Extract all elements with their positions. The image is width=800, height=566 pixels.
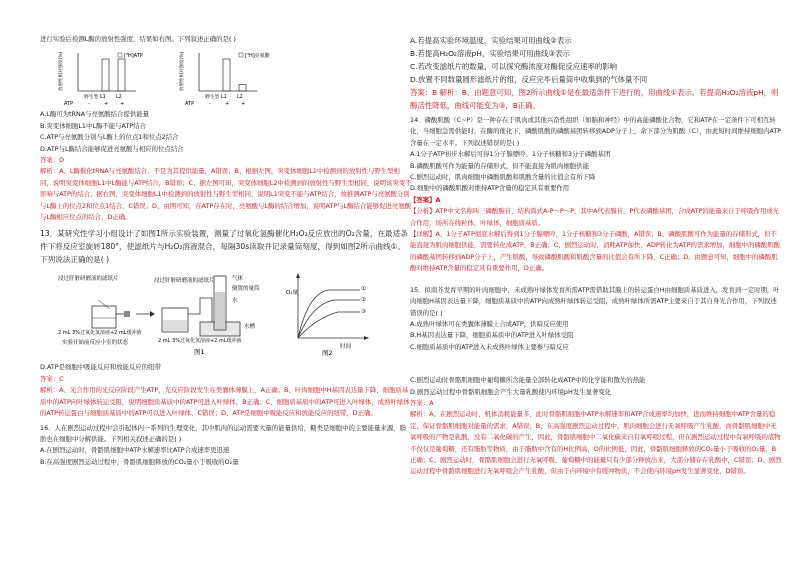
q16-option-b: B.在高强度剧烈运动过程中，骨骼肌细胞释放的CO₂量小于吸收的O₂量 [40,457,239,466]
x-tick-label: L2 [116,95,122,101]
x-tick-label: L2 [237,95,243,101]
q14-detail: 【详解】A、1分子ATP彻底水解后得到1分子腺嘌呤，1分子核糖和3分子磷酸，A错误；B、磷酸肌酸可作为能量的存储形式，但不能直接为肌肉细胞供能，需要转化成ATP，B正确；C、剧烈运动时，消耗ATP加快，ADP转化为ATP的需求增加，细胞中的磷酸肌酸的磷酸基团转移到ADP分子上，产生肌酸，导致磷酸肌酸和肌酸含量的比值会有所下降，C正确；D、由题意可知，细胞中的磷酸肌酸对维持ATP含量的稳定具有重要作用，D正确。 [410,230,781,273]
q13-option-c: C.若改变滤纸片的数量，可以探究酶浓度对酶促反应速率的影响 [410,62,618,71]
q14-analysis: 【分析】ATP中文名称叫三磷酸腺苷，结构简式A-P～P～P，其中A代表腺苷，P代表磷酸基团，合成ATP的能量来自于呼吸作用或光合作用，场所在线粒体，叶绿体，细胞质基质。 [410,207,780,227]
fig1-label-paper: 浸过肝脏研磨液的滤纸片 [58,276,119,283]
fig1-label-solution2: 2 mL 3%过氧化氢溶液+2 mL缓冲液 [158,338,242,345]
fig2-caption: 图2 [322,349,333,357]
legend-label: [³H]亮氨酸 [245,53,270,60]
atp-row-label: ATP [185,101,195,108]
q15-stem: 15．拟南芥发育早期的叶肉细胞中，未成熟叶绿体发育所需ATP需借助其膜上的转运蛋白H由细胞质基质进入，发育到一定时期，叶肉细胞H基因表达量下降，细胞质基质中的ATP向成熟叶绿体转运受阻，成熟叶绿体所需ATP主要来自于其自身光合作用，下列叙述错误的是( ) [410,285,780,317]
q13-figures [54,268,412,356]
leucine-bar-chart [177,47,282,107]
atp-sign: + [241,101,246,108]
x-tick-label: L1 [221,95,227,101]
q15-option-b: B.H基因表达量下降，细胞质基质中的ATP进入叶绿体受阻 [410,331,574,340]
q12-analysis: 解析：A、L酶催化tRNA与亮氨酸结合，不是为其提供能量，A错误；B、根据左图，突变体细胞L1中检测到的放射性与野生型相同，说明突变体细胞L1中L酶能与ATP结合，B错误；C、据左图可知，突变体细胞L2中检测到的放射性与野生型相同，说明该突变不影响与ATP的结合，据右图，突变体细胞L1中检测到的放射性与野生型相同，说明L1突变不能与ATP结合，故推测ATP与亮氨酸分别与L酶上的位点2和位点1结合，C错误；D、由图可知，在ATP存在时，亮氨酸与L酶的结合增加，说明ATP与L酶结合能够促进亮氨酸与L酶相应位点的结合，D正确。 [40,167,412,222]
x-tick-label: 野生型 [84,95,99,101]
atp-bar-chart [56,47,161,107]
fig1-label-state: 实验开始前反应小室的状态 [62,340,129,347]
o2-curve-figure [286,268,372,356]
fig1-label-gas: 气体 [232,276,244,283]
q14-answer: 【答案】A [410,195,441,204]
atp-sign: + [120,101,125,108]
bar-3 [118,59,125,91]
fig1-label-solution: 2 mL 3%过氧化氢溶液+2 mL缓冲液 [58,330,142,337]
q16-option-c: C.剧烈运动时骨骼肌细胞中葡萄糖所含能量全部转化成ATP中的化学能和散失的热能 [410,376,646,385]
q13-option-d-left: D.ATP是细胞中吸能反应和放能反应的纽带 [40,363,161,372]
fig1-caption: 图1 [194,348,205,357]
q13-option-d: D.放置不同数量圆形滤纸片的组，反应完毕后量筒中收集到的气体量不同 [410,75,648,84]
legend-swatch [118,53,122,57]
q16-analysis: 解析：A、在剧烈运动时，机体消耗能量多，此时骨骼肌细胞中ATP水解速率和ATP合成速率均加快，进而维持细胞中ATP含量的稳定，保证骨骼肌细胞对能量的需求，A错误；B、在高强度剧烈运动过程中，肌肉细胞会进行无氧呼吸产生乳酸，而骨骼肌细胞中无氧呼吸的产物是乳酸，没有二氧化碳的产生，因此，骨骼肌细胞中二氧化碳来自有氧呼吸过程，但在剧烈运动过程中有氧呼吸的底物不仅仅是葡萄糖，还有脂肪等物质，由于脂肪中含有的H比例高，O的比例低，因此，骨骼肌细胞释放的CO₂量小于吸收的O₂量，B正确；C、剧烈运动时，骨骼肌细胞会进行无氧呼吸，葡萄糖中的能量只有少部分释放出来，大部分储存在乳酸中，C错误；D、剧烈运动过程中骨骼肌细胞进行无氧呼吸会产生乳酸，但由于内环境中有缓冲物质，不会使内环境pH发生显著变化，D错误。 [410,410,782,476]
curve-2-label: ② [361,297,366,304]
bar-3 [239,85,246,91]
fig1-label-cylinder: 倒置的量筒 [232,286,260,293]
atp-sign: - [88,101,90,108]
q12-option-b: B.突变体细胞L1中L酶不能与ATP结合 [40,121,146,130]
atp-sign: - [209,101,211,108]
x-tick-label: 野生型 [205,95,220,101]
left-column [40,34,412,468]
bar-2 [102,59,109,91]
right-column [410,34,782,478]
q13-answer: 答案：C [40,374,64,383]
q16-answer: 答案：A [410,398,434,407]
atp-sign: + [225,101,230,108]
q14-option-c: C.剧烈运动时，肌肉细胞中磷酸肌酸和肌酸含量的比值会有所下降 [410,173,596,182]
bar-2 [223,59,230,91]
y-axis-label: 放射性相对强度(%) [180,52,185,92]
fig1-label-trough: 水槽 [244,324,256,331]
q14-option-d: D.细胞中的磷酸肌酸对维持ATP含量的稳定具有重要作用 [410,184,570,193]
q12-figures [56,47,412,107]
fig1-label-water: 水 [232,298,238,305]
fig2-ylabel: O₂量 [286,290,299,297]
q13-stem: 13．某研究性学习小组设计了如图1所示实验装置，测量了过氧化氢酶催化H₂O₂反应放出的O₂含量，在最适条件下将反应室旋转180°，使滤纸片与H₂O₂溶液混合，每隔30s读取并记录量筒刻度，得到如图2所示曲线①。下列说法正确的是( ) [40,229,408,265]
q12-intro: 进行实验后检测L酶的放射性强度，结果如右图。下列叙述正确的是( ) [40,35,236,43]
atp-row-label: ATP [64,101,74,108]
q15-option-c: C.细胞质基质中的ATP进入未成熟叶绿体主要参与暗反应 [410,342,569,351]
q12-option-a: A.L酶可为tRNA与亮氨酸结合提供能量 [40,110,150,119]
apparatus-figure [54,268,276,356]
q12-answer: 答案：D [40,156,65,165]
q15-option-a: A.成熟叶绿体可在类囊体薄膜上合成ATP，供暗反应使用 [410,319,569,328]
fig1-label-paper2: 浸过肝脏研磨液的滤纸片 [154,278,215,285]
q13-option-a: A.若提高实验环境温度，实验结果可用曲线②表示 [410,36,572,45]
q16-option-d: D.剧烈运动过程中骨骼肌细胞会产生大量乳酸使内环境pH发生显著变化 [410,387,612,396]
curve-3-label: ③ [361,309,366,316]
q14-option-b: B.磷酸肌酸可作为能量的存储形式，但不能直接为肌肉细胞供能 [410,161,589,170]
q13-answer-right: 答案：B 解析：B、由题意可知，图2所示曲线①是在最适条件下进行的，用曲线①表示。若提高H₂O₂溶液pH，则酶活性降低，曲线可能变为③，B正确。 [410,88,779,110]
q12-option-c: C.ATP与亮氨酸分别与L酶上的位点1和位点2结合 [40,133,179,142]
legend-swatch [239,53,243,57]
q13-analysis: 解析：A、光合作用的光反应阶段产生ATP，光反应阶段发生在类囊体薄膜上，A正确；B、叶肉细胞中H基因表达量下降，细胞质基质中的ATP向叶绿体转运受阻，说明细胞质基质中的ATP可进入叶绿体，B正确；C、细胞质基质中的ATP可进入叶绿体，成熟叶绿体的ATP转运蛋白与细胞质基质中的ATP可以进入叶绿体，C错误；D、ATP是细胞中吸能反应和放能反应的纽带，D正确。 [40,386,410,418]
y-axis-label: 放射性相对强度(%) [59,52,64,92]
q16-stem: 16．人在剧烈运动过程中会引起体内一系列的生理变化，其中肌肉的运动需要大量的能量供给，糖类是细胞中的主要能量来源，脂肪也在细胞中分解供能。下列相关叙述正确的是( ) [40,423,407,443]
legend-label: [³H]ATP [124,53,143,60]
q16-option-a: A.在剧烈运动时，骨骼肌细胞中ATP水解速率比ATP合成速率更迅速 [40,446,230,455]
q13-option-b: B.若提高H₂O₂溶液pH，实验结果可用曲线③表示 [410,49,570,58]
x-tick-label: L1 [100,95,106,101]
q14-option-a: A.1分子ATP初步水解后可得1分子腺嘌呤、1分子核糖和3分子磷酸基团 [410,150,611,159]
curve-1-label: ① [361,286,366,293]
q12-option-d: D.ATP与L酶结合能够促进亮氨酸与相应的位点结合 [40,144,184,153]
q14-stem: 14．磷酸肌酸（C~P）是一种存在于肌肉或其他兴奋性组织（如脑和神经）中的高能磷酸化合物，它和ATP在一定条件下可相互转化，当细胞急需供能时，在酶的催化下，磷酸肌酸的磷酸基团转移到ADP分子上，余下部分为肌酸（C），由此短时间维持细胞内ATP含量在一定水平。下列叙述错误的是( ) [410,116,782,147]
fig2-xlabel: 时间 [340,344,352,351]
atp-sign: + [104,101,109,108]
